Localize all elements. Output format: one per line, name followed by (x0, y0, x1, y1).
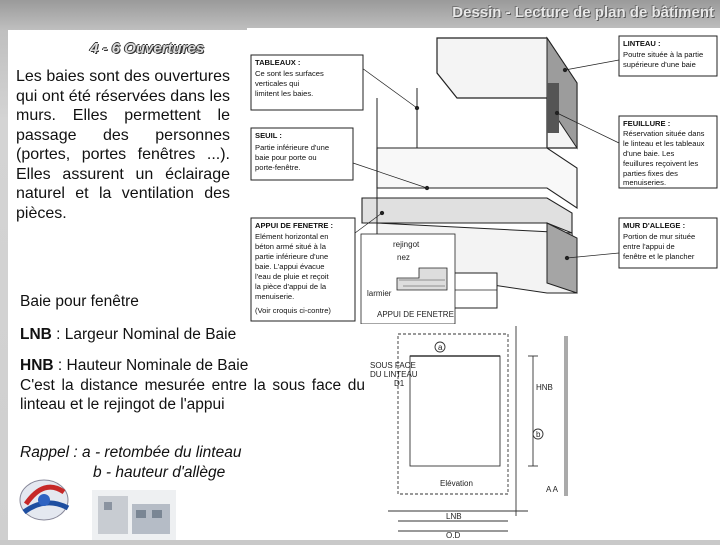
svg-text:baie pour porte ou: baie pour porte ou (255, 153, 317, 162)
svg-text:Ce sont les surfaces: Ce sont les surfaces (255, 69, 324, 78)
svg-text:supérieure d'une baie: supérieure d'une baie (623, 60, 696, 69)
elev-label-b: b (536, 430, 541, 439)
opening-diagram (247, 28, 720, 324)
svg-text:fenêtre et le plancher: fenêtre et le plancher (623, 252, 695, 261)
svg-text:menuiserie.: menuiserie. (255, 292, 295, 301)
svg-text:nez: nez (397, 253, 410, 262)
hnb-label: HNB (20, 357, 54, 374)
opening-diagram-svg (247, 28, 720, 324)
svg-text:béton armé situé à la: béton armé situé à la (255, 242, 326, 251)
label-tableaux (251, 55, 363, 110)
lnb-definition (20, 326, 236, 344)
svg-text:menuiseries.: menuiseries. (623, 178, 667, 187)
intro-paragraph: Les baies sont des ouvertures qui ont été réservées dans les murs. Elles permettent le passage des personnes (portes, portes fenêtres ...). Elles assurent un éclairage naturel et la ventilation des pièces. (16, 68, 230, 222)
slide-header-title: Dessin - Lecture de plan de bâtiment (452, 4, 714, 21)
svg-text:partie inférieure d'une: partie inférieure d'une (255, 252, 329, 261)
hnb-line (20, 356, 365, 376)
svg-text:limitent les baies.: limitent les baies. (255, 89, 314, 98)
baie-pour-fenetre-title: Baie pour fenêtre (20, 293, 139, 310)
svg-text:(Voir croquis ci-contre): (Voir croquis ci-contre) (255, 306, 331, 315)
svg-text:APPUI DE FENETRE: APPUI DE FENETRE (377, 310, 454, 319)
svg-text:Réservation située dans: Réservation située dans (623, 129, 705, 138)
hnb-definition (20, 356, 365, 415)
hnb-text: : Hauteur Nominale de Baie (53, 357, 249, 374)
svg-text:rejingot: rejingot (393, 240, 420, 249)
elev-aa: A A (546, 485, 559, 494)
svg-text:Elément horizontal en: Elément horizontal en (255, 232, 329, 241)
appui-detail-sketch (361, 234, 455, 324)
lnb-label: LNB (20, 326, 52, 343)
elev-sous-face: SOUS FACE (370, 361, 416, 370)
rappel-line-b: b - hauteur d'allège (93, 464, 226, 481)
svg-text:baie. L'appui évacue: baie. L'appui évacue (255, 262, 325, 271)
label-mur-allege (619, 218, 717, 268)
svg-text:Poutre située à la partie: Poutre située à la partie (623, 50, 704, 59)
label-feuillure (619, 116, 717, 188)
svg-text:LINTEAU :: LINTEAU : (623, 39, 661, 48)
label-seuil (251, 128, 353, 180)
elevation-drawing (368, 326, 570, 540)
svg-text:porte-fenêtre.: porte-fenêtre. (255, 163, 301, 172)
building-thumbnail (92, 490, 176, 540)
svg-text:APPUI DE FENETRE :: APPUI DE FENETRE : (255, 221, 334, 230)
elev-lnb: LNB (446, 512, 462, 521)
label-appui-de-fenetre (251, 218, 355, 321)
elev-hnb: HNB (536, 383, 553, 392)
elev-d1: D1 (394, 379, 405, 388)
elevation-drawing-svg (368, 326, 570, 540)
lnb-text: : Largeur Nominal de Baie (51, 326, 237, 343)
rappel-line-a: Rappel : a - retombée du linteau (20, 444, 242, 461)
svg-text:parties fixes des: parties fixes des (623, 169, 678, 178)
elev-label-a: a (438, 343, 443, 352)
svg-text:la pièce d'appui de la: la pièce d'appui de la (255, 282, 327, 291)
svg-text:le linteau et les tableaux: le linteau et les tableaux (623, 139, 705, 148)
svg-text:TABLEAUX :: TABLEAUX : (255, 58, 301, 67)
svg-text:larmier: larmier (367, 289, 392, 298)
svg-text:Partie inférieure d'une: Partie inférieure d'une (255, 143, 330, 152)
svg-text:FEUILLURE :: FEUILLURE : (623, 119, 671, 128)
svg-text:l'eau de pluie et reçoit: l'eau de pluie et reçoit (255, 272, 329, 281)
elev-elevation: Elévation (440, 479, 473, 488)
elev-od: O.D (446, 531, 461, 540)
hnb-description: C'est la distance mesurée entre la sous face du linteau et le rejingot de l'appui (20, 376, 365, 413)
label-linteau (619, 36, 717, 76)
svg-text:feuillures reçoivent les: feuillures reçoivent les (623, 159, 699, 168)
school-logo (14, 474, 78, 524)
section-title: 4 - 6 Ouvertures (90, 40, 205, 57)
svg-text:verticales qui: verticales qui (255, 79, 300, 88)
svg-text:d'une baie. Les: d'une baie. Les (623, 149, 675, 158)
elev-du-linteau: DU LINTEAU (370, 370, 418, 379)
svg-text:entre l'appui de: entre l'appui de (623, 242, 675, 251)
svg-text:MUR D'ALLEGE :: MUR D'ALLEGE : (623, 221, 686, 230)
svg-text:SEUIL :: SEUIL : (255, 131, 282, 140)
svg-text:Portion de mur située: Portion de mur située (623, 232, 696, 241)
